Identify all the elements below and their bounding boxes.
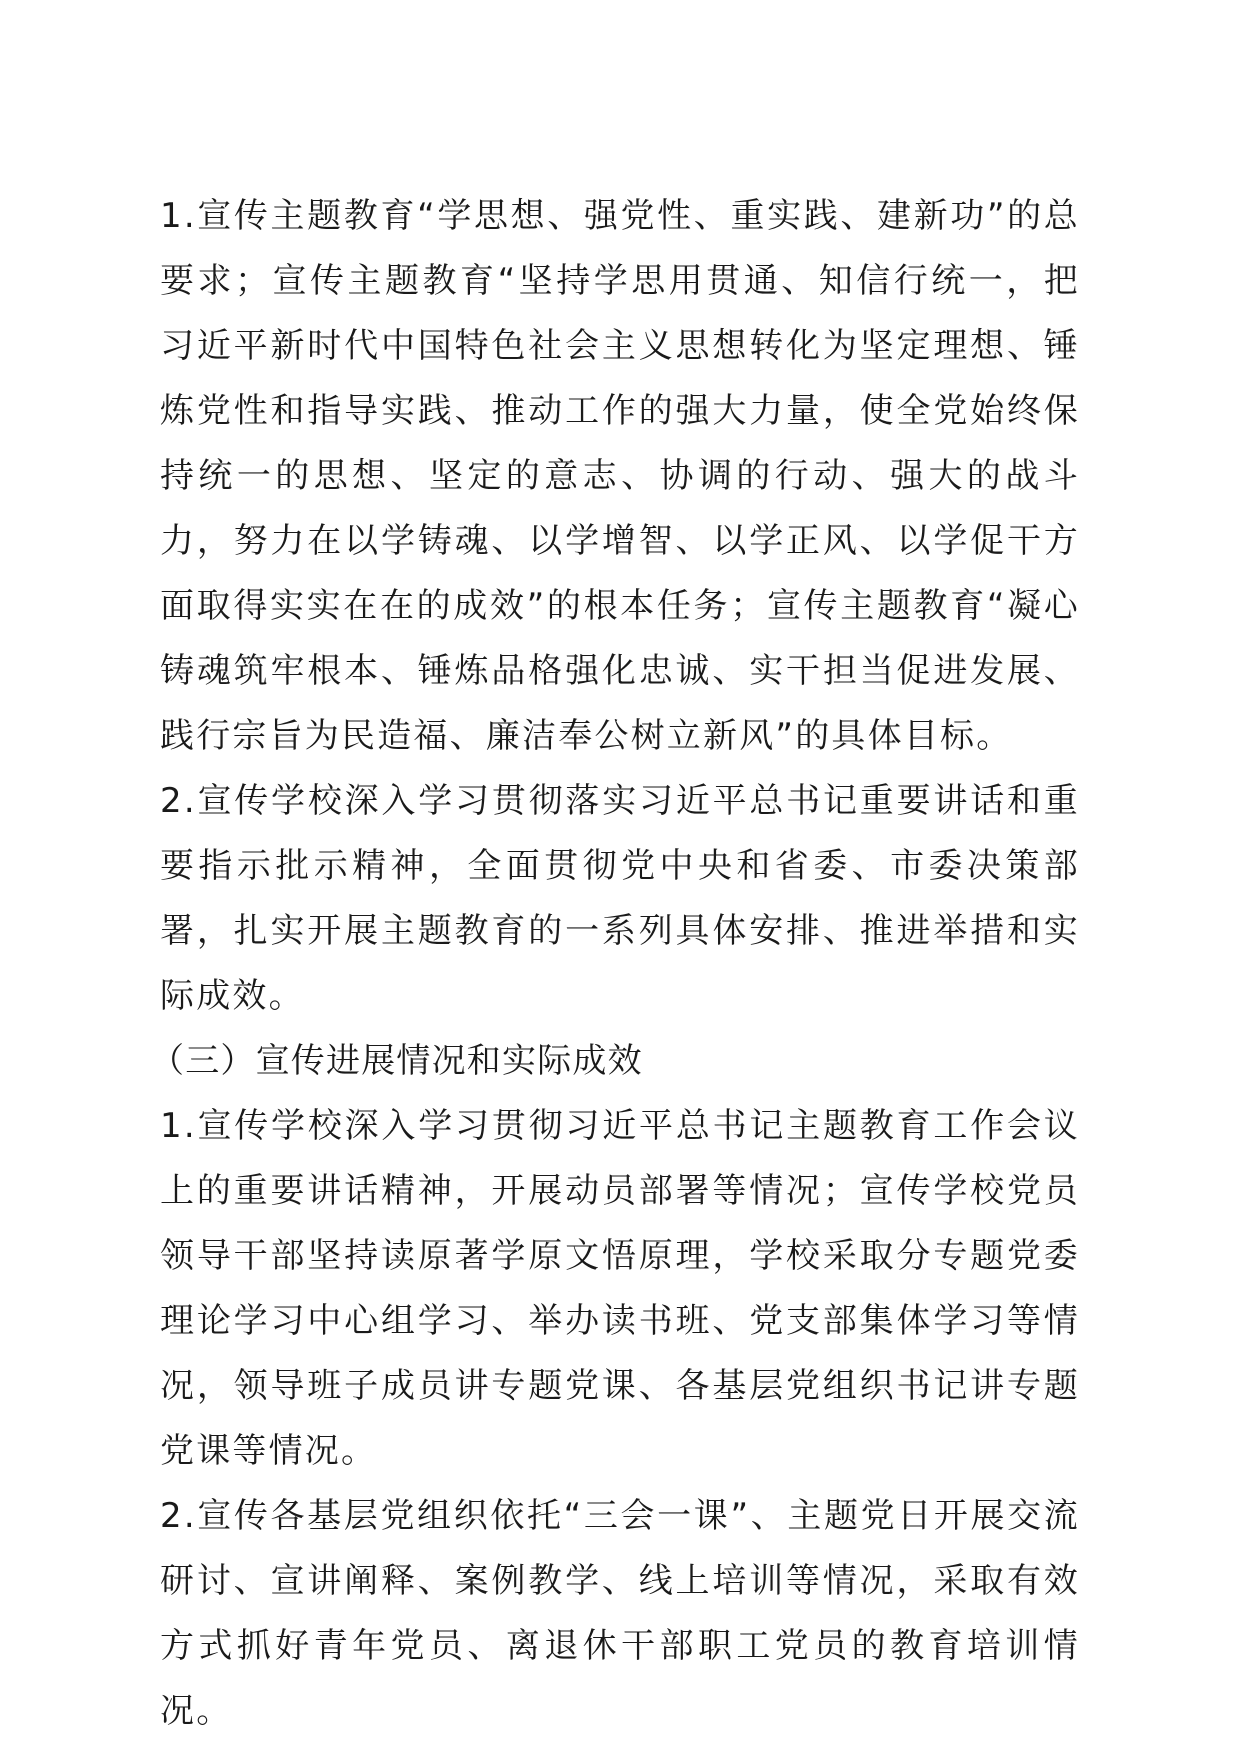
paragraph-item-1: 1.宣传主题教育“学思想、强党性、重实践、建新功”的总要求；宣传主题教育“坚持学思用贯通、知信行统一，把习近平新时代中国特色社会主义思想转化为坚定理想、锤炼党性和指导实践、推动工作的强大力量，使全党始终保持统一的思想、坚定的意志、协调的行动、强大的战斗力，努力在以学铸魂、以学增智、以学正风、以学促干方面取得实实在在的成效”的根本任务；宣传主题教育“凝心铸魂筑牢根本、锤炼品格强化忠诚、实干担当促进发展、践行宗旨为民造福、廉洁奉公树立新风”的具体目标。 <box>160 196 1080 756</box>
paragraph-item-2: 2.宣传学校深入学习贯彻落实习近平总书记重要讲话和重要指示批示精神，全面贯彻党中央和省委、市委决策部署，扎实开展主题教育的一系列具体安排、推进举措和实际成效。 <box>160 781 1080 1016</box>
paragraph-item-4: 2.宣传各基层党组织依托“三会一课”、主题党日开展交流研讨、宣讲阐释、案例教学、线上培训等情况，采取有效方式抓好青年党员、离退休干部职工党员的教育培训情况。 <box>160 1496 1080 1731</box>
paragraph-item-3: 1.宣传学校深入学习贯彻习近平总书记主题教育工作会议上的重要讲话精神，开展动员部署等情况；宣传学校党员领导干部坚持读原著学原文悟原理，学校采取分专题党委理论学习中心组学习、举办读书班、党支部集体学习等情况，领导班子成员讲专题党课、各基层党组织书记讲专题党课等情况。 <box>160 1106 1080 1471</box>
section-heading: （三）宣传进展情况和实际成效 <box>150 1041 643 1081</box>
document-page <box>150 184 1080 1744</box>
